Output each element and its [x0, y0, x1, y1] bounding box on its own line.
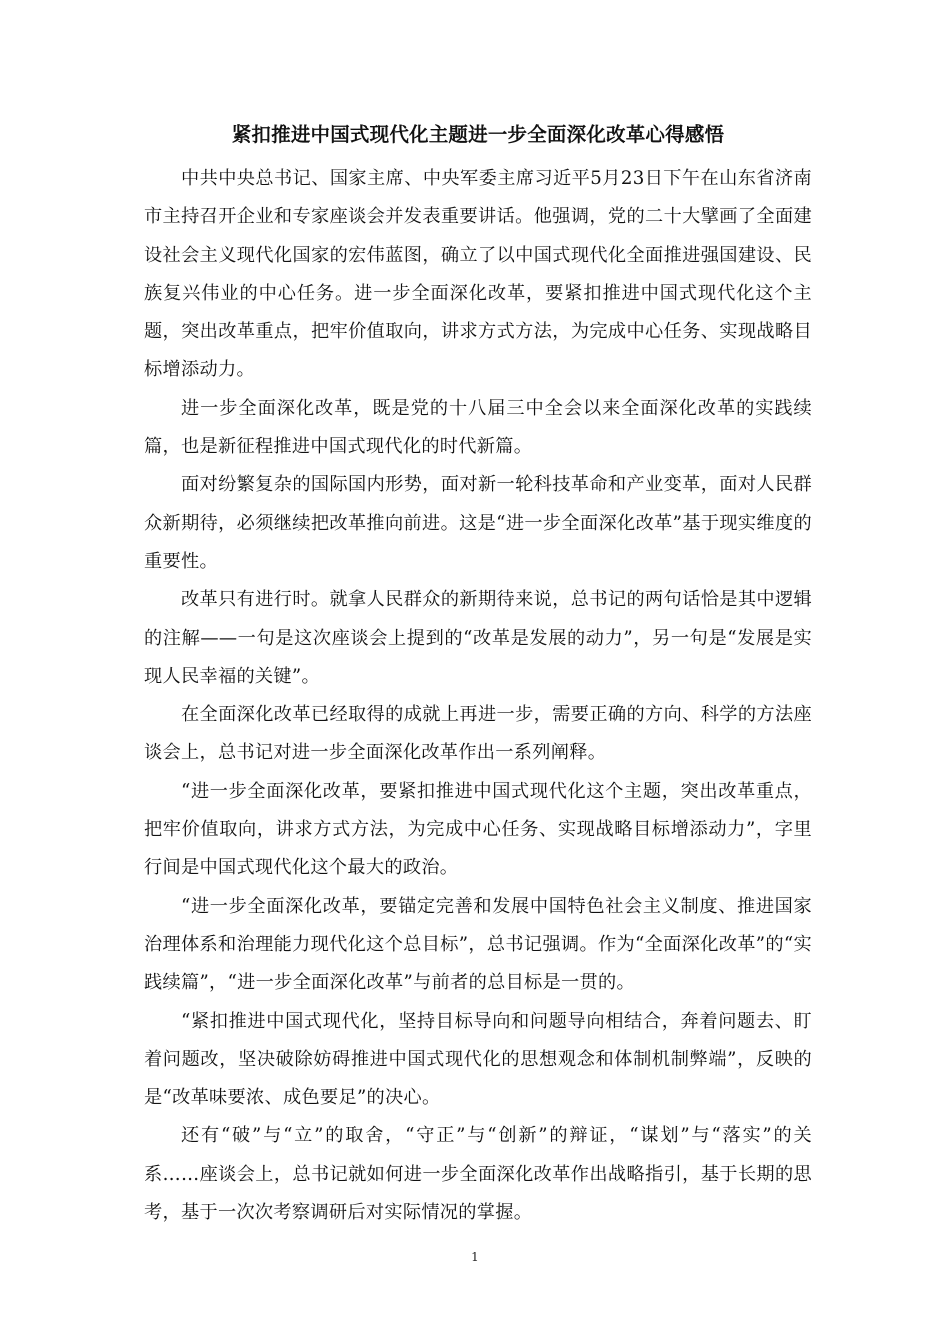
paragraph-1: 中共中央总书记、国家主席、中央军委主席习近平5月23日下午在山东省济南市主持召开企业和专家座谈会并发表重要讲话。他强调，党的二十大擘画了全面建设社会主义现代化国家的宏伟蓝图，确立了以中国式现代化全面推进强国建设、民族复兴伟业的中心任务。进一步全面深化改革，要紧扣推进中国式现代化这个主题，突出改革重点，把牢价值取向，讲求方式方法，为完成中心任务、实现战略目标增添动力。: [144, 168, 812, 381]
document-title: 紧扣推进中国式现代化主题进一步全面深化改革心得感悟: [231, 123, 725, 146]
paragraph-8: “紧扣推进中国式现代化，坚持目标导向和问题导向相结合，奔着问题去、盯着问题改，坚决破除妨碍推进中国式现代化的思想观念和体制机制弊端”，反映的是“改革味要浓、成色要足”的决心。: [144, 1010, 812, 1109]
paragraph-5: 在全面深化改革已经取得的成就上再进一步，需要正确的方向、科学的方法座谈会上，总书记对进一步全面深化改革作出一系列阐释。: [144, 704, 812, 764]
page-number: 1: [471, 1250, 479, 1264]
paragraph-3: 面对纷繁复杂的国际国内形势，面对新一轮科技革命和产业变革，面对人民群众新期待，必须继续把改革推向前进。这是“进一步全面深化改革”基于现实维度的重要性。: [144, 474, 812, 572]
paragraph-6: “进一步全面深化改革，要紧扣推进中国式现代化这个主题，突出改革重点，把牢价值取向，讲求方式方法，为完成中心任务、实现战略目标增添动力”，字里行间是中国式现代化这个最大的政治。: [144, 780, 812, 879]
paragraph-2: 进一步全面深化改革，既是党的十八届三中全会以来全面深化改革的实践续篇，也是新征程推进中国式现代化的时代新篇。: [144, 397, 812, 458]
document-body: [144, 160, 812, 1232]
paragraph-7: “进一步全面深化改革，要锚定完善和发展中国特色社会主义制度、推进国家治理体系和治理能力现代化这个总目标”，总书记强调。作为“全面深化改革”的“实践续篇”，“进一步全面深化改革”与前者的总目标是一贯的。: [144, 895, 812, 994]
paragraph-4: 改革只有进行时。就拿人民群众的新期待来说，总书记的两句话恰是其中逻辑的注解——一句是这次座谈会上提到的“改革是发展的动力”，另一句是“发展是实现人民幸福的关键”。: [144, 589, 812, 687]
paragraph-9: 还有“破”与“立”的取舍，“守正”与“创新”的辩证，“谋划”与“落实”的关系……座谈会上，总书记就如何进一步全面深化改革作出战略指引，基于长期的思考，基于一次次考察调研后对实际情况的掌握。: [144, 1125, 812, 1224]
